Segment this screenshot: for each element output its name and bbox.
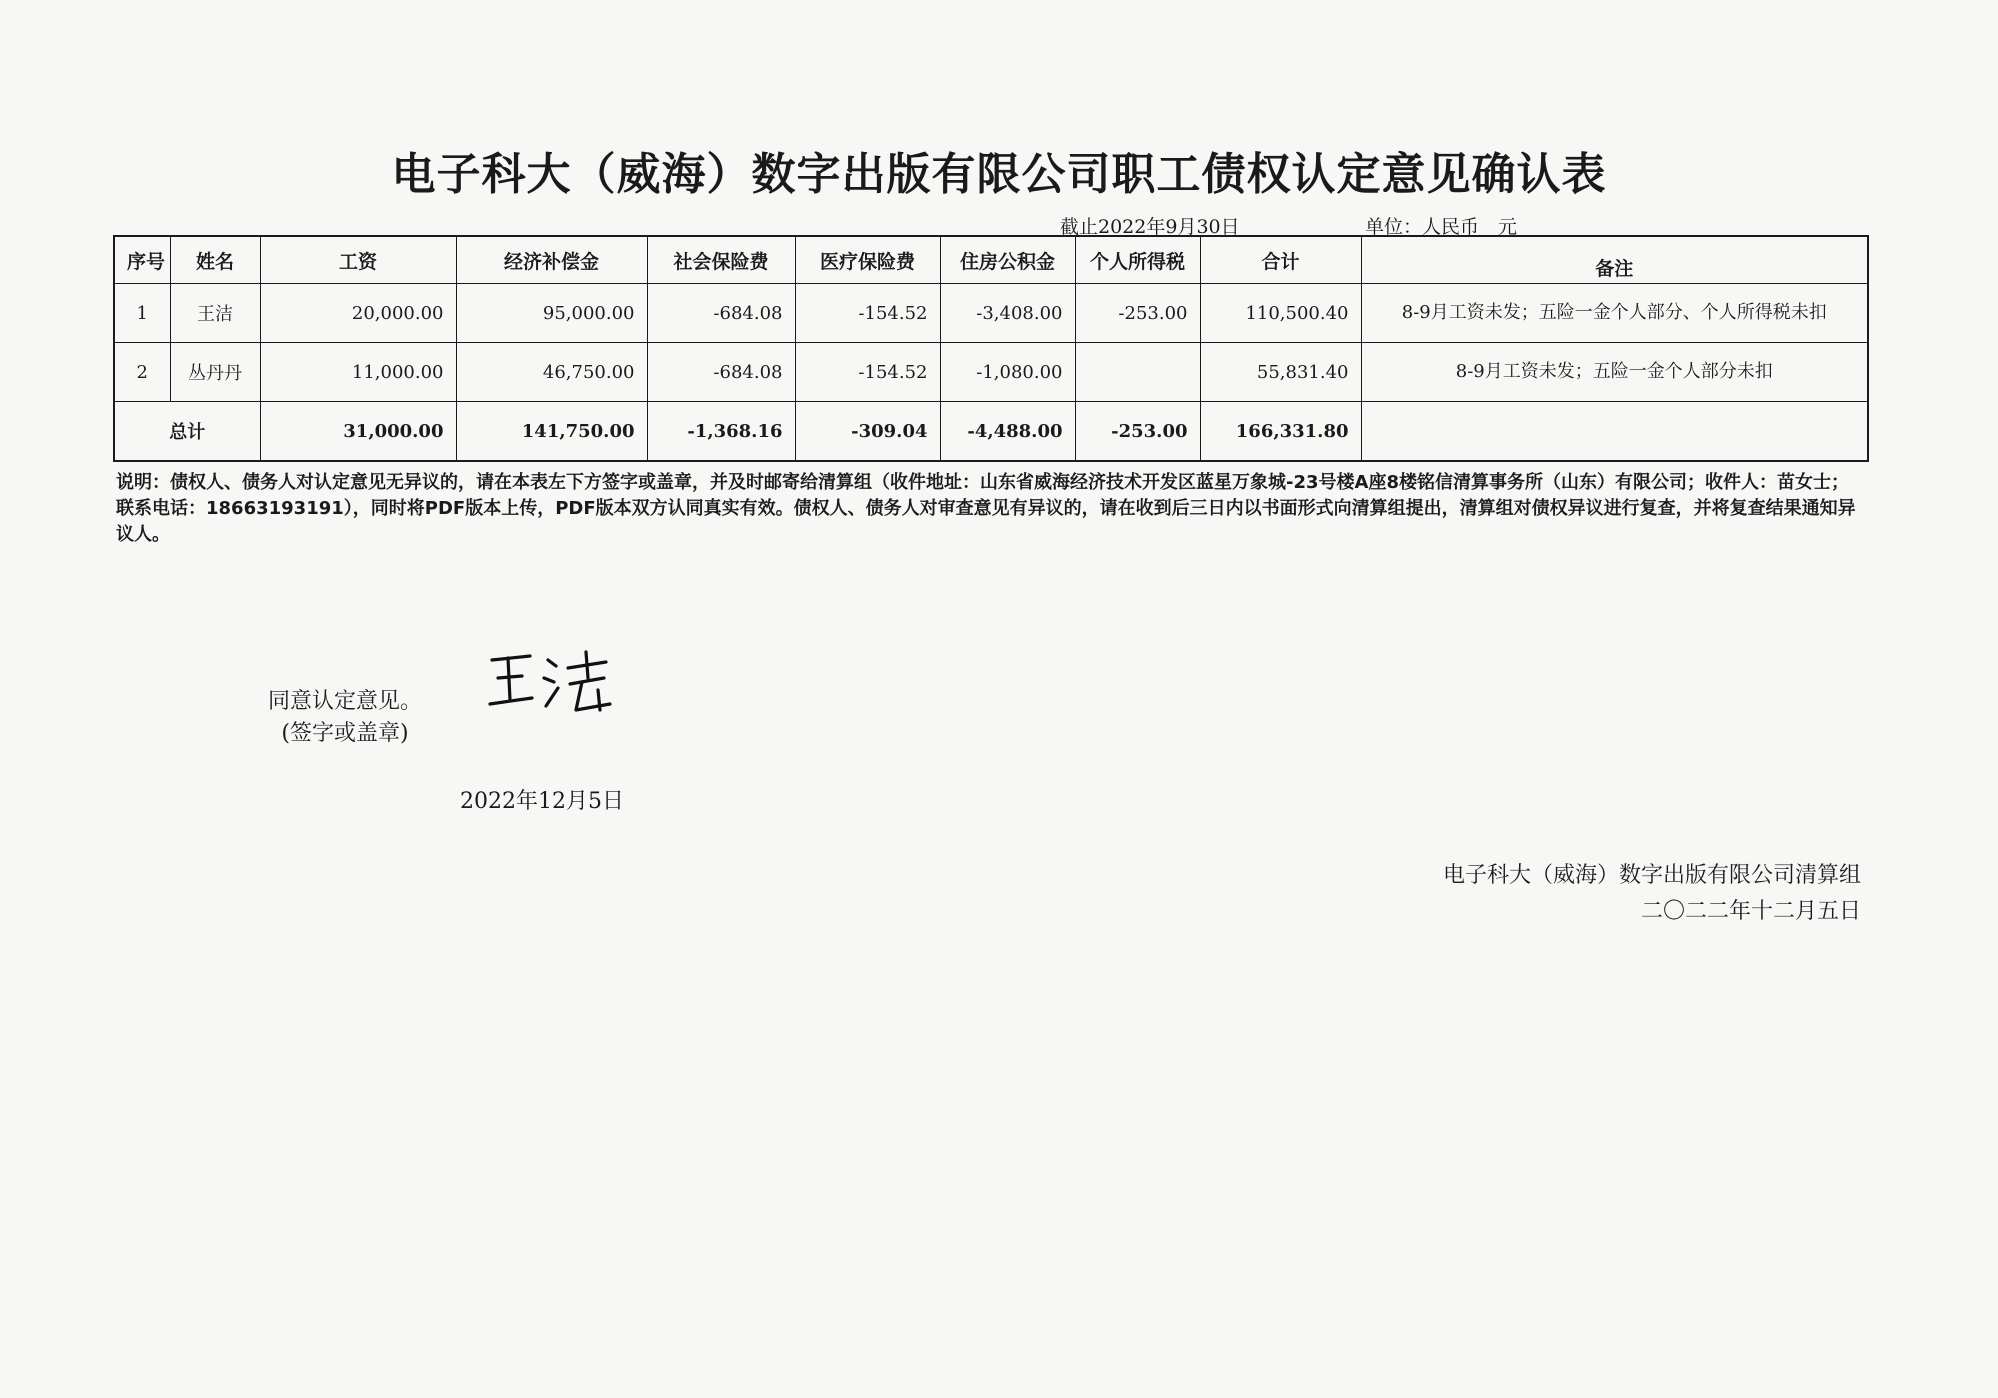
handwritten-signature [486,638,626,722]
header-cell: 经济补偿金 [456,236,647,284]
totals-total: 166,331.80 [1200,402,1361,462]
signature-icon [486,638,626,718]
header-cell: 社会保险费 [647,236,795,284]
header-cell: 合计 [1200,236,1361,284]
row-income-tax [1075,343,1200,402]
totals-note [1361,402,1868,462]
row-compensation: 95,000.00 [456,284,647,343]
totals-label: 总计 [114,402,260,462]
totals-row [114,402,1868,462]
row-housing-fund: -1,080.00 [940,343,1075,402]
signature-hint: (签字或盖章) [281,721,409,746]
row-social-insurance: -684.08 [647,343,795,402]
table-header-row [114,236,1868,284]
claims-table [113,235,1869,462]
document-title: 电子科大（威海）数字出版有限公司职工债权认定意见确认表 [391,149,1607,200]
header-cell: 备注 [1361,236,1868,284]
row-total: 55,831.40 [1200,343,1361,402]
row-housing-fund: -3,408.00 [940,284,1075,343]
row-no: 1 [114,284,170,343]
table-row [114,343,1868,402]
totals-income-tax: -253.00 [1075,402,1200,462]
row-total: 110,500.40 [1200,284,1361,343]
header-cell: 个人所得税 [1075,236,1200,284]
signature-date: 2022年12月5日 [460,789,624,814]
explanation-text: 说明：债权人、债务人对认定意见无异议的，请在本表左下方签字或盖章，并及时邮寄给清算组（收件地址：山东省威海经济技术开发区蓝星万象城-23号楼A座8楼铭信清算事务所（山东）有限公司；收件人：苗女士；联系电话：18663193191），同时将PDF版本上传，PDF版本双方认同真实有效。债权人、债务人对审查意见有异议的，请在收到后三日内以书面形式向清算组提出，清算组对债权异议进行复查，并将复查结果通知异议人。 [116,472,1856,545]
agreement-text: 同意认定意见。 [268,689,423,714]
table-row [114,284,1868,343]
row-note: 8-9月工资未发；五险一金个人部分、个人所得税未扣 [1361,284,1868,343]
row-salary: 11,000.00 [260,343,456,402]
totals-social-insurance: -1,368.16 [647,402,795,462]
issuer-name: 电子科大（威海）数字出版有限公司清算组 [1442,863,1861,888]
totals-compensation: 141,750.00 [456,402,647,462]
header-cell: 序号 [114,236,170,284]
row-name: 丛丹丹 [170,343,260,402]
row-income-tax: -253.00 [1075,284,1200,343]
totals-housing-fund: -4,488.00 [940,402,1075,462]
currency-unit: 单位：人民币 元 [1365,216,1518,238]
totals-medical-insurance: -309.04 [795,402,940,462]
row-medical-insurance: -154.52 [795,343,940,402]
issuer-date: 二〇二二年十二月五日 [1640,899,1861,924]
row-salary: 20,000.00 [260,284,456,343]
header-cell: 工资 [260,236,456,284]
row-no: 2 [114,343,170,402]
row-compensation: 46,750.00 [456,343,647,402]
issuer-block [1443,858,1861,930]
header-cell: 姓名 [170,236,260,284]
row-medical-insurance: -154.52 [795,284,940,343]
agreement-block [268,686,422,750]
row-note: 8-9月工资未发；五险一金个人部分未扣 [1361,343,1868,402]
row-name: 王洁 [170,284,260,343]
row-social-insurance: -684.08 [647,284,795,343]
totals-salary: 31,000.00 [260,402,456,462]
header-cell: 医疗保险费 [795,236,940,284]
header-cell: 住房公积金 [940,236,1075,284]
cutoff-date: 截止2022年9月30日 [1060,216,1240,238]
